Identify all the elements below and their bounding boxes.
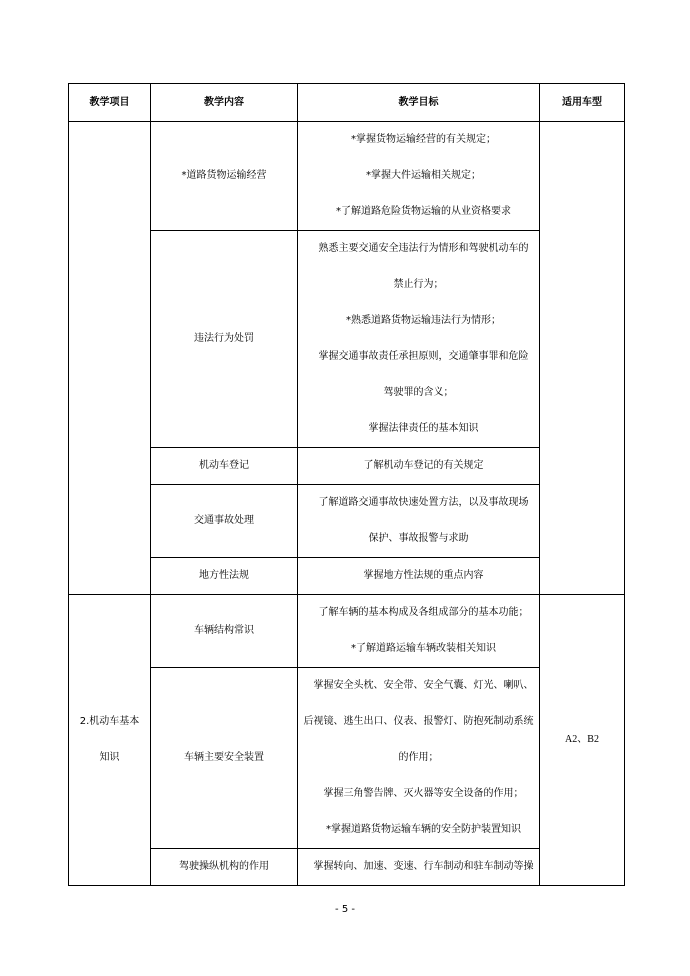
content-cell: 地方性法规 <box>151 558 298 595</box>
goal-line: 后视镜、逃生出口、仪表、报警灯、防抱死制动系统 <box>303 716 534 727</box>
goal-cell <box>298 485 540 558</box>
goal-cell <box>298 122 540 231</box>
page-number: - 5 - <box>335 904 355 915</box>
project-label: 2.机动车基本 <box>79 716 140 727</box>
content-cell: *道路货物运输经营 <box>151 122 298 231</box>
goal-line: *了解道路运输车辆改装相关知识 <box>351 643 496 654</box>
header-vehicle: 适用车型 <box>540 84 625 122</box>
vehicle-cell: A2、B2 <box>540 595 625 886</box>
goal-cell <box>298 849 540 886</box>
content-cell: 驾驶操纵机构的作用 <box>151 849 298 886</box>
curriculum-table <box>68 83 625 886</box>
table-row <box>69 122 625 231</box>
header-goal: 教学目标 <box>298 84 540 122</box>
project-label: 知识 <box>99 752 120 763</box>
goal-line: 掌握交通事故责任承担原则，交通肇事罪和危险 <box>318 351 529 362</box>
goal-line: 掌握安全头枕、安全带、安全气囊、灯光、喇叭、 <box>313 680 534 691</box>
goal-line: *了解道路危险货物运输的从业资格要求 <box>336 206 511 217</box>
goal-cell <box>298 668 540 849</box>
header-row <box>69 84 625 122</box>
goal-line: 掌握地方性法规的重点内容 <box>363 570 484 581</box>
project-cell <box>69 595 151 886</box>
project-cell <box>69 122 151 595</box>
content-cell: 违法行为处罚 <box>151 231 298 448</box>
goal-line: *掌握大件运输相关规定； <box>366 170 481 181</box>
goal-line: 的作用； <box>398 752 439 763</box>
header-content: 教学内容 <box>151 84 298 122</box>
section-vehicle-knowledge <box>69 595 625 886</box>
content-cell: 机动车登记 <box>151 448 298 485</box>
goal-line: 掌握转向、加速、变速、行车制动和驻车制动等操 <box>313 861 534 872</box>
goal-line: 掌握三角警告牌、灭火器等安全设备的作用； <box>323 788 524 799</box>
table-row <box>69 595 625 668</box>
goal-line: *掌握货物运输经营的有关规定； <box>351 134 496 145</box>
goal-cell <box>298 595 540 668</box>
goal-line: 掌握法律责任的基本知识 <box>368 423 479 434</box>
goal-line: 保护、事故报警与求助 <box>368 533 469 544</box>
vehicle-cell <box>540 122 625 595</box>
goal-cell <box>298 448 540 485</box>
goal-line: 了解机动车登记的有关规定 <box>363 460 484 471</box>
goal-line: 禁止行为； <box>393 279 444 290</box>
content-cell: 交通事故处理 <box>151 485 298 558</box>
goal-line: 熟悉主要交通安全违法行为情形和驾驶机动车的 <box>318 243 529 254</box>
goal-line: 了解车辆的基本构成及各组成部分的基本功能； <box>318 607 529 618</box>
content-cell: 车辆结构常识 <box>151 595 298 668</box>
header-project: 教学项目 <box>69 84 151 122</box>
goal-line: *掌握道路货物运输车辆的安全防护装置知识 <box>326 824 521 835</box>
section-laws <box>69 122 625 595</box>
goal-cell <box>298 558 540 595</box>
goal-cell <box>298 231 540 448</box>
content-cell: 车辆主要安全装置 <box>151 668 298 849</box>
goal-line: *熟悉道路货物运输违法行为情形； <box>346 315 501 326</box>
goal-line: 驾驶罪的含义； <box>383 387 454 398</box>
goal-line: 了解道路交通事故快速处置方法，以及事故现场 <box>318 497 529 508</box>
